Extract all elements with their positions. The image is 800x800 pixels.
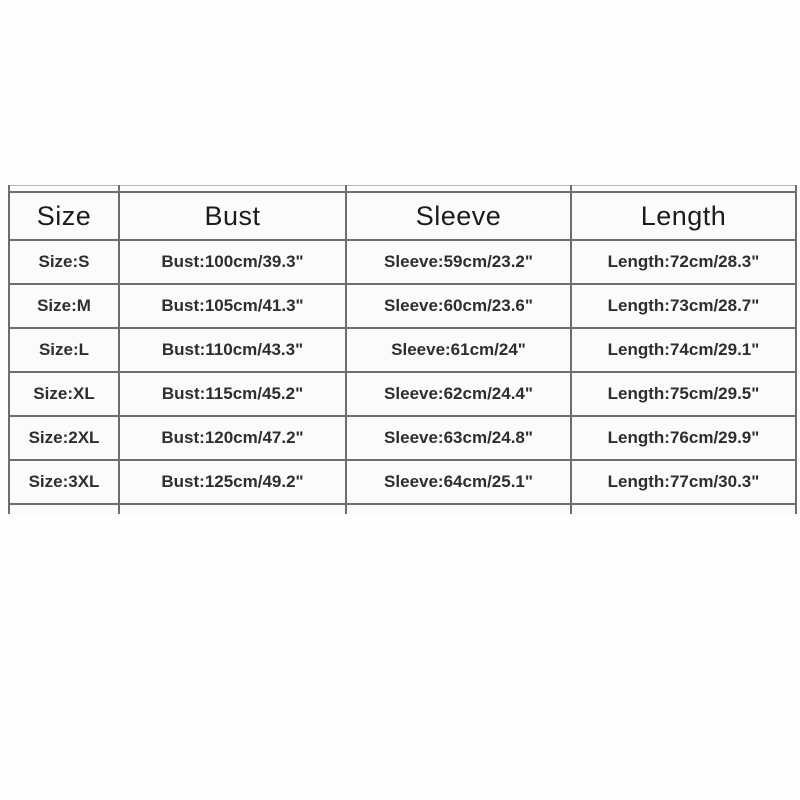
- size-chart-table: [8, 185, 797, 514]
- cell-bust: Bust:115cm/45.2": [119, 372, 346, 416]
- column-header-bust: Bust: [119, 192, 346, 240]
- table-header-row: [9, 192, 796, 240]
- cell-size: Size:S: [9, 240, 119, 284]
- cell-bust: Bust:105cm/41.3": [119, 284, 346, 328]
- cell-bust: Bust:120cm/47.2": [119, 416, 346, 460]
- table-row-xl: [9, 372, 796, 416]
- cell-length: Length:74cm/29.1": [571, 328, 796, 372]
- cell-size: Size:M: [9, 284, 119, 328]
- cell-length: Length:73cm/28.7": [571, 284, 796, 328]
- column-header-length: Length: [571, 192, 796, 240]
- column-header-sleeve: Sleeve: [346, 192, 571, 240]
- cell-sleeve: Sleeve:64cm/25.1": [346, 460, 571, 504]
- table-row-3xl: [9, 460, 796, 504]
- column-header-size: Size: [9, 192, 119, 240]
- cell-size: Size:2XL: [9, 416, 119, 460]
- cell-sleeve: Sleeve:62cm/24.4": [346, 372, 571, 416]
- cell-size: Size:3XL: [9, 460, 119, 504]
- cell-sleeve: Sleeve:60cm/23.6": [346, 284, 571, 328]
- cell-length: Length:72cm/28.3": [571, 240, 796, 284]
- cell-sleeve: Sleeve:63cm/24.8": [346, 416, 571, 460]
- cell-size: Size:L: [9, 328, 119, 372]
- cell-length: Length:75cm/29.5": [571, 372, 796, 416]
- cell-bust: Bust:125cm/49.2": [119, 460, 346, 504]
- cropped-row-bottom: [9, 504, 796, 514]
- cell-length: Length:76cm/29.9": [571, 416, 796, 460]
- cell-sleeve: Sleeve:59cm/23.2": [346, 240, 571, 284]
- table-row-m: [9, 284, 796, 328]
- cell-size: Size:XL: [9, 372, 119, 416]
- table-row-2xl: [9, 416, 796, 460]
- table-row-l: [9, 328, 796, 372]
- cell-length: Length:77cm/30.3": [571, 460, 796, 504]
- table-row-s: [9, 240, 796, 284]
- cell-bust: Bust:110cm/43.3": [119, 328, 346, 372]
- cell-bust: Bust:100cm/39.3": [119, 240, 346, 284]
- cell-sleeve: Sleeve:61cm/24": [346, 328, 571, 372]
